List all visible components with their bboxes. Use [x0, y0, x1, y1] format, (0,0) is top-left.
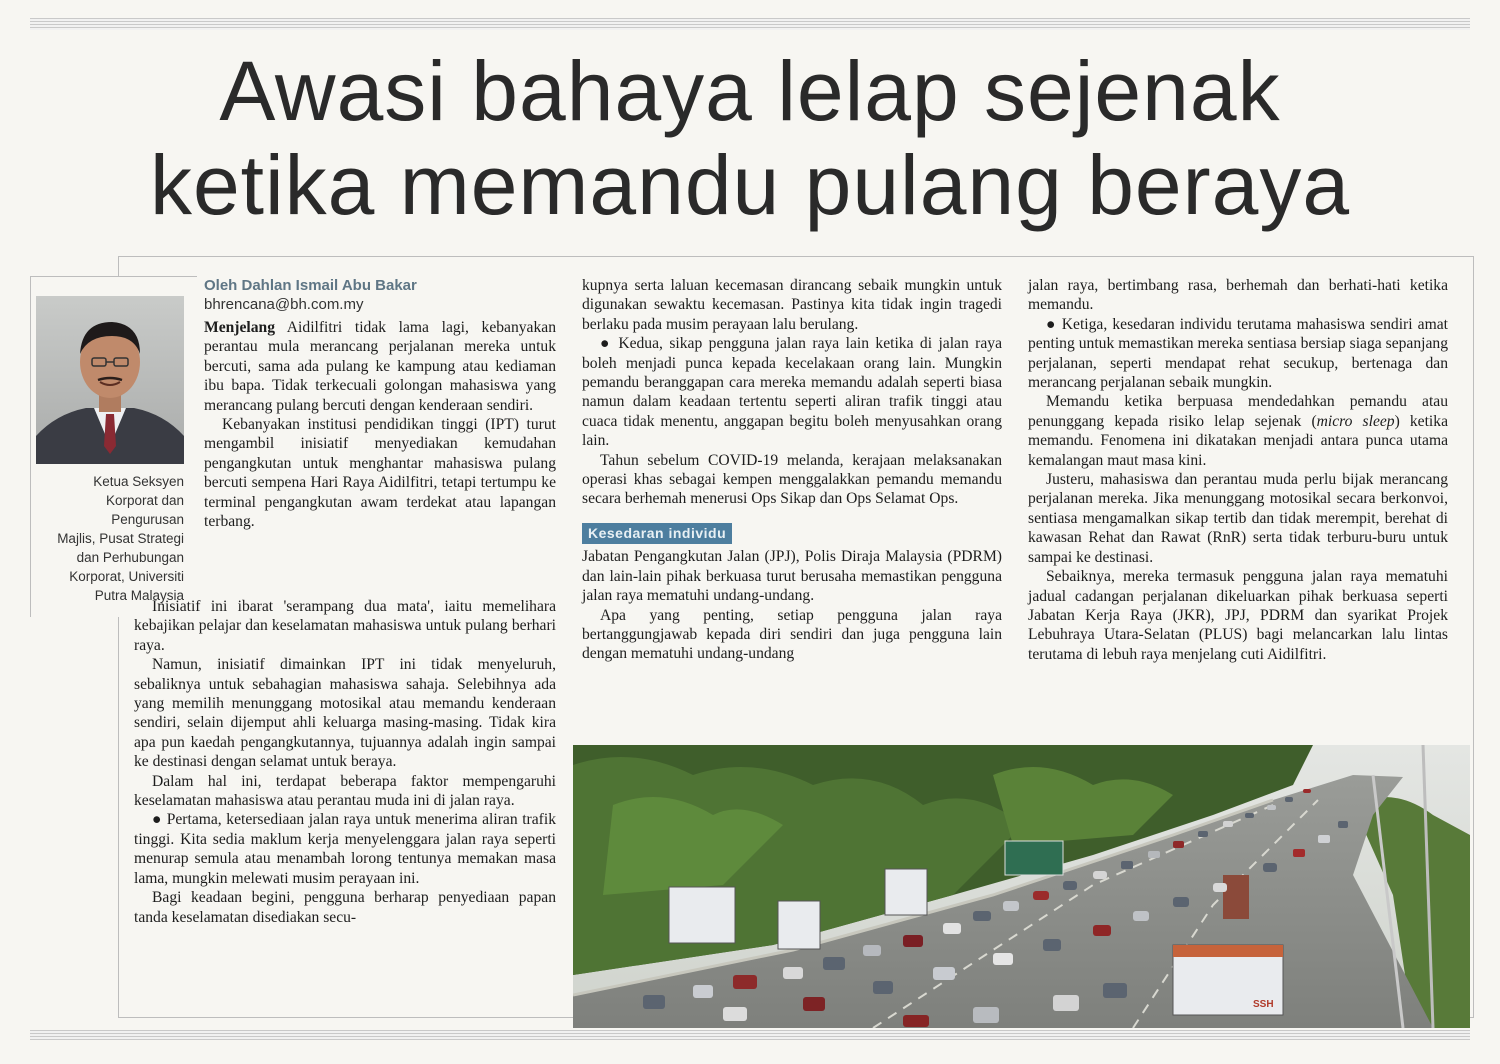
top-rule [30, 18, 1470, 30]
caption-line: Ketua Seksyen [93, 474, 184, 489]
truck-label: SSH [1253, 999, 1274, 1010]
paragraph-text: Memandu ketika berpuasa mendedahkan pemandu atau penunggang kepada risiko lelap sejenak [1028, 393, 1448, 430]
paragraph-text: ) ketika memandu. Fenomena ini dikatakan menjadi antara punca utama kemalangan maut masa kini. [1028, 412, 1448, 469]
paragraph: Bagi keadaan begini, pengguna berharap penyediaan papan tanda keselamatan disediakan secu- [134, 889, 556, 926]
paragraph: Jabatan Pengangkutan Jalan (JPJ), Polis Diraja Malaysia (PDRM) dan lain-lain pihak berkuasa turut berusaha memastikan pengguna jalan raya mematuhi undang-undang. [582, 548, 1002, 605]
headline-line-2: ketika memandu pulang beraya [149, 138, 1351, 232]
caption-line: Korporat, Universiti [69, 569, 184, 584]
column-1 [204, 276, 556, 531]
byline-email[interactable]: bhrencana@bh.com.my [204, 296, 364, 313]
lead-paragraph [204, 318, 556, 415]
caption-line: dan Perhubungan [76, 550, 184, 565]
paragraph: Kebanyakan institusi pendidikan tinggi (IPT) turut mengambil inisiatif menyediakan kemudahan pengangkutan untuk menghantar mahasiswa pulang bercuti sempena Hari Raya Aidilfitri, tetapi tertumpu ke terminal pengangkutan awam terdekat atau lapangan terbang. [204, 416, 556, 531]
subheading: Kesedaran individu [582, 523, 732, 544]
byline-author: Oleh Dahlan Ismail Abu Bakar [204, 277, 417, 294]
headline [0, 44, 1500, 232]
paragraph: ● Ketiga, kesedaran individu terutama mahasiswa sendiri amat penting untuk memastikan mereka sentiasa bersiap siaga sepanjang perjalanan, seperti mendapat rehat secukup, bertenaga dan merancang perjalanan sebaik mungkin. [1028, 315, 1448, 392]
lead-word: Menjelang [204, 319, 276, 336]
caption-line: Korporat dan [105, 493, 184, 508]
caption-line: Pengurusan [111, 512, 184, 527]
lead-paragraph-text: Aidilfitri tidak lama lagi, kebanyakan perantau mula merancang perjalanan mereka untuk bercuti, sama ada pulang ke kampung atau kediaman ibu bapa. Tidak terkecuali golongan mahasiswa yang merancang pulang bercuti dengan kenderaan sendiri. [204, 319, 556, 414]
column-1-wide [134, 597, 556, 927]
bottom-rule [30, 1030, 1470, 1040]
paragraph: Inisiatif ini ibarat 'serampang dua mata', iaitu memelihara kebajikan pelajar dan keselamatan mahasiswa untuk pulang berhari raya. [134, 598, 556, 654]
paragraph: Namun, inisiatif dimainkan IPT ini tidak menyeluruh, sebaliknya untuk sebahagian mahasiswa sahaja. Selebihnya ada yang memilih menunggang motosikal atau memandu kenderaan sendiri, selain dijemput ahli keluarga masing-masing. Tidak kira apa pun kaedah pengangkutannya, tujuannya adalah ingin sampai ke destinasi dengan selamat untuk beraya. [134, 656, 556, 771]
paragraph: Dalam hal ini, terdapat beberapa faktor mempengaruhi keselamatan mahasiswa atau perantau muda ini di jalan raya. [134, 772, 556, 810]
column-2 [582, 276, 1002, 664]
italic-term: micro sleep [1316, 412, 1395, 430]
headline-line-1: Awasi bahaya lelap sejenak [219, 44, 1281, 138]
author-caption [36, 472, 184, 605]
paragraph: ● Pertama, ketersediaan jalan raya untuk menerima aliran trafik tinggi. Kita sedia maklum kerja menyelenggara jalan raya seperti menurap semula atau menambah lorong tentunya memakan masa lama, mungkin melewati musim perayaan ini. [134, 811, 556, 887]
paragraph: kupnya serta laluan kecemasan dirancang sebaik mungkin untuk digunakan sewaktu kecemasan. Pastinya kita tidak ingin tragedi berlaku pada musim perayaan lalu berulang. [582, 277, 1002, 333]
paragraph-text: ( [1301, 412, 1317, 430]
paragraph: Tahun sebelum COVID-19 melanda, kerajaan melaksanakan operasi khas sebagai kempen menggalakkan pemandu memandu secara berhemah menerusi Ops Sikap dan Ops Selamat Ops. [582, 451, 1002, 508]
caption-line: Majlis, Pusat Strategi [57, 531, 184, 546]
paragraph: Apa yang penting, setiap pengguna jalan raya bertanggungjawab kepada diri sendiri dan juga pengguna lain dengan mematuhi undang-undang [582, 606, 1002, 663]
paragraph: ● Kedua, sikap pengguna jalan raya lain ketika di jalan raya boleh menjadi punca kepada kecelakaan orang lain. Mungkin pemandu beranggapan cara mereka memandu adalah seperti biasa namun dalam keadaan tertentu seperti aliran trafik tinggi atau cuaca tidak menentu, anggapan begitu boleh menyusahkan orang lain. [582, 335, 1002, 450]
author-photo [36, 296, 184, 464]
paragraph [1028, 392, 1448, 470]
caption-line: Putra Malaysia [94, 588, 184, 603]
paragraph: Sebaiknya, mereka termasuk pengguna jalan raya mematuhi jadual cadangan perjalanan dikeluarkan pihak berkuasa seperti Jabatan Kerja Raya (JKR), JPJ, PDRM dan syarikat Projek Lebuhraya Utara-Selatan (PLUS) bagi melancarkan lalu lintas terutama di lebuh raya menjelang cuti Aidilfitri. [1028, 568, 1448, 663]
paragraph: Justeru, mahasiswa dan perantau muda perlu bijak merancang perjalanan mereka. Jika menunggang motosikal secara berkonvoi, sentiasa mengamalkan sikap tertib dan tidak merempit, berehat di kawasan Rehat dan Rawat (RnR) serta tidak terburu-buru untuk sampai ke destinasi. [1028, 471, 1448, 566]
column-3 [1028, 276, 1448, 664]
paragraph: jalan raya, bertimbang rasa, berhemah dan berhati-hati ketika memandu. [1028, 277, 1448, 314]
highway-photo [573, 745, 1470, 1028]
